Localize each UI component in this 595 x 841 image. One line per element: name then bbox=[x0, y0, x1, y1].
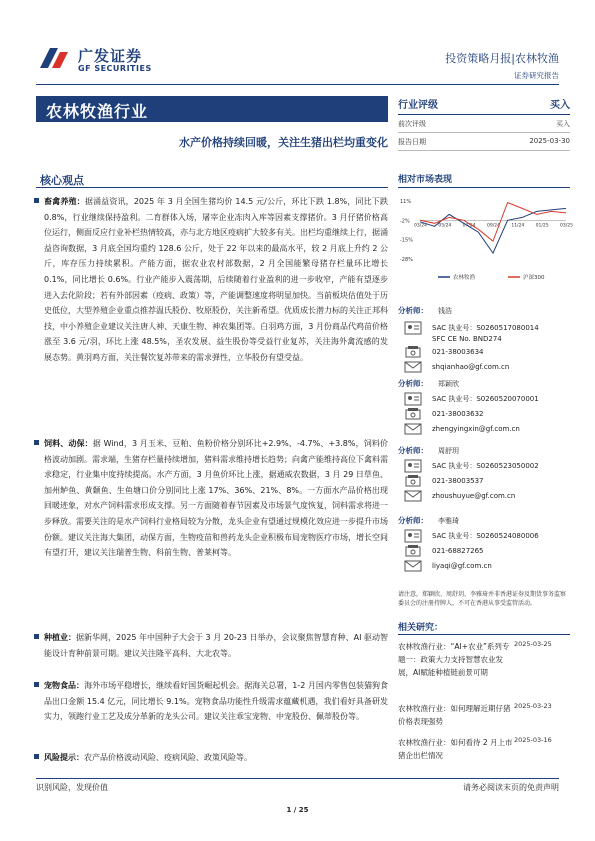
y-tick-label: -28% bbox=[400, 257, 413, 263]
legend-label: 农林牧渔 bbox=[453, 275, 476, 281]
analyst-email[interactable]: zhengyingxin@gf.com.cn bbox=[432, 424, 520, 433]
phone-icon bbox=[404, 474, 422, 488]
logo-text-en: GF SECURITIES bbox=[78, 64, 152, 73]
analyst-block-2 bbox=[398, 378, 570, 434]
bullet-icon bbox=[34, 634, 39, 639]
analyst-block-4 bbox=[398, 515, 570, 571]
phone-icon bbox=[404, 544, 422, 558]
series-line-1 bbox=[420, 203, 566, 242]
footer-disclaimer: 请务必阅读末页的免责声明 bbox=[463, 783, 559, 792]
analyst-disclaimer: 请注意，郑颖欣、周舒玥、李雅琦并非香港证券及期货事务监察委员会的注册持牌人，不可在香港从事受监管活动。 bbox=[398, 591, 567, 607]
analyst-name: 郑颖欣 bbox=[438, 379, 459, 388]
analyst-email[interactable]: zhoushuyue@gf.com.cn bbox=[432, 491, 516, 500]
para-risk bbox=[44, 750, 388, 766]
analyst-label: 分析师： bbox=[398, 379, 428, 388]
analyst-block-3 bbox=[398, 445, 570, 501]
x-tick-label: 09/24 bbox=[487, 223, 500, 229]
x-tick-label: 11/24 bbox=[511, 223, 525, 229]
related-date: 2025-03-23 bbox=[514, 702, 552, 710]
related-heading: 相关研究： bbox=[398, 623, 444, 633]
para-lead: 畜禽养殖： bbox=[44, 197, 85, 206]
page-title: 农林牧渔行业 bbox=[46, 102, 149, 121]
analyst-email[interactable]: liyaqi@gf.com.cn bbox=[432, 561, 492, 570]
bullet-icon bbox=[34, 754, 39, 759]
analyst-phone: 021-38003632 bbox=[432, 409, 484, 418]
email-icon bbox=[404, 360, 422, 374]
analyst-block-1 bbox=[398, 305, 570, 372]
page-number: 1 / 25 bbox=[286, 806, 309, 814]
analyst-label: 分析师： bbox=[398, 446, 428, 455]
related-divider bbox=[398, 634, 570, 635]
para-feed bbox=[44, 436, 388, 561]
analyst-phone: 021-68827265 bbox=[432, 546, 484, 555]
report-type: 投资策略月报|农林牧渔 bbox=[445, 52, 559, 65]
series-line-0 bbox=[420, 208, 566, 253]
rating-header bbox=[398, 96, 570, 115]
x-tick-label: 03/25 bbox=[560, 223, 573, 229]
phone-icon bbox=[404, 345, 422, 359]
legend-label: 沪深300 bbox=[523, 275, 545, 281]
y-tick-label: 11% bbox=[400, 199, 412, 205]
x-tick-label: 07/24 bbox=[462, 223, 476, 229]
para-text: 据新华网，2025 年中国种子大会于 3 月 20-23 日举办，会议聚焦智慧育种、AI 驱动智能设计育种前景可期。建议关注隆平高科、大北农等。 bbox=[44, 633, 388, 658]
logo-text-cn: 广发证券 bbox=[78, 47, 143, 65]
analyst-cert: SAC 执业号：S0260517080014 bbox=[432, 323, 539, 332]
x-tick-label: 03/24 bbox=[414, 223, 427, 229]
email-icon bbox=[404, 422, 422, 436]
related-date: 2025-03-16 bbox=[514, 736, 552, 744]
para-text: 海外市场平稳增长，继续看好国货崛起机会。据海关总署，1-2 月国内零售包装猫狗食品出口金额 15.4 亿元，同比增长 9.1%。宠物食品功能性升级需求蕴藏机遇，我们看好具备研发实力，领跑行业工艺及成分革新的龙头公司。建议关注乖宝宠物、中宠股份、佩蒂股份等。 bbox=[44, 681, 389, 722]
para-lead: 风险提示： bbox=[44, 753, 84, 762]
related-title[interactable]: 农林牧渔行业：如何看待 2 月上市猪企出栏情况 bbox=[398, 738, 513, 760]
para-text: 据 Wind，3 月玉米、豆粕、鱼粉价格分别环比+2.9%、-4.7%、+3.8%，饲料价格波动加剧。需求端，生猪存栏量持续增加，猪料需求维持增长趋势；向禽产能维持高位下禽料需求稳定，行业集中度持续提高。水产方面，3 月鱼价环比上涨，据通威农数据，3 月 29 日草鱼、加州鲈鱼、黄颡鱼、生鱼塘口价分别同比上涨 17%、36%、21%、8%。一方面水产品价格出现回暖迹象，对水产饲料需求形成支撑。另一方面随着春节因素及市场景气度恢复，饲料需求将进一步释放。需要关注的是水产饲料行业格局较为分散，龙头企业有望通过规模化效应进一步提升市场份额。建议关注海大集团，动保方面，生物疫苗和兽药龙头企业积极布局宠物医疗市场，增长空间有望打开，建议关注瑞普生物、科前生物、普莱柯等。 bbox=[44, 439, 389, 558]
prev-rating-row bbox=[398, 115, 570, 133]
core-divider bbox=[36, 187, 388, 188]
id-card-icon bbox=[404, 392, 422, 406]
bullet-icon bbox=[34, 682, 39, 687]
analyst-name: 周舒玥 bbox=[438, 446, 459, 455]
bullet-icon bbox=[34, 440, 39, 445]
related-item[interactable] bbox=[398, 702, 514, 728]
market-chart bbox=[398, 195, 573, 287]
x-tick-label: 05/24 bbox=[438, 223, 452, 229]
para-text: 农产品价格波动风险、疫病风险、政策风险等。 bbox=[84, 753, 252, 762]
related-date: 2025-03-25 bbox=[514, 640, 552, 648]
prev-rating-value: 买入 bbox=[556, 120, 570, 128]
id-card-icon bbox=[404, 529, 422, 543]
para-lead: 宠物食品： bbox=[44, 681, 85, 690]
x-tick-label: 01/25 bbox=[535, 223, 549, 229]
analyst-cert: SAC 执业号：S0260520070001 bbox=[432, 394, 539, 403]
para-lead: 种植业： bbox=[44, 633, 77, 642]
report-date-label: 报告日期 bbox=[398, 138, 426, 146]
analyst-label: 分析师： bbox=[398, 516, 428, 525]
email-icon bbox=[404, 489, 422, 503]
rating-box bbox=[398, 96, 570, 151]
analyst-name: 李雅琦 bbox=[438, 516, 459, 525]
rating-label: 行业评级 bbox=[398, 100, 438, 111]
para-text: 据涌益资讯，2025 年 3 月全国生猪均价 14.5 元/公斤，环比下跌 1.8%，同比下跌 0.8%，行业继续保持盈利。二育群体入场，屠宰企业冻肉入库等因素支撑猪价。3 月仔猪价格高位运行，侧面反应行业补栏热情较高，亦与北方地区疫病扩大较多有关。出栏均重继续上行，据涌益咨询数据，3 月底全国均重约 128.6 公斤，处于 22 年以来的最高水平，较 2 月底上升约 2 公斤，库存压力持续累积。产能方面，据农业农村部数据，2 月全国能繁母猪存栏量环比增长 0.1%，同比增长 0.6%。行业产能步入震荡期，后续随着行业盈利的进一步收窄，产能有望逐步进入去化阶段；若有外部因素（疫病、政策）等，产能调整速度将明显加快。当前板块估值处于历史低位，大型养殖企业重点推荐温氏股份、牧原股份，关注新希望。优质成长潜力标的关注正邦科技，中小养殖企业建议关注唐人神、天康生物、神农集团等。白羽鸡方面，3 月份商品代鸡苗价格涨至 3.6 元/羽，环比上涨 48.5%，圣农发展、益生股份等受益行业复苏，关注海外禽流感的发展态势。黄羽鸡方面，关注餐饮复苏带来的需求弹性，立华股份有望受益。 bbox=[44, 197, 388, 362]
analyst-phone: 021-38003634 bbox=[432, 347, 484, 356]
para-lead: 饲料、动保： bbox=[44, 439, 93, 448]
rating-value: 买入 bbox=[550, 100, 570, 111]
id-card-icon bbox=[404, 459, 422, 473]
report-sub: 证券研究报告 bbox=[514, 71, 559, 80]
analyst-extra: SFC CE No. BND274 bbox=[432, 334, 502, 343]
prev-rating-label: 前次评级 bbox=[398, 120, 426, 128]
header-divider bbox=[36, 84, 559, 85]
related-title[interactable]: 农林牧渔行业：如何理解近期仔猪价格表现强势 bbox=[398, 704, 511, 726]
market-divider bbox=[398, 187, 570, 188]
analyst-label: 分析师： bbox=[398, 306, 428, 315]
bullet-icon bbox=[34, 198, 39, 203]
footer-divider bbox=[36, 778, 559, 779]
page-subtitle: 水产价格持续回暖，关注生猪出栏均重变化 bbox=[179, 136, 388, 149]
core-heading: 核心观点 bbox=[40, 174, 84, 187]
id-card-icon bbox=[404, 321, 422, 335]
footer-slogan: 识别风险，发现价值 bbox=[36, 783, 108, 792]
analyst-email[interactable]: shqianhao@gf.com.cn bbox=[432, 362, 510, 371]
related-item[interactable] bbox=[398, 736, 514, 762]
related-title[interactable]: 农林牧渔行业：“AI+农业”系列专题一：政策大力支持智慧农业发展，AI赋能种植链前景可期 bbox=[398, 642, 510, 677]
y-tick-label: -2% bbox=[400, 218, 410, 225]
market-heading: 相对市场表现 bbox=[398, 175, 453, 185]
phone-icon bbox=[404, 407, 422, 421]
email-icon bbox=[404, 559, 422, 573]
report-date-value: 2025-03-30 bbox=[529, 137, 570, 145]
report-date-row bbox=[398, 133, 570, 151]
analyst-cert: SAC 执业号：S0260523050002 bbox=[432, 461, 539, 470]
y-tick-label: -15% bbox=[400, 237, 413, 244]
gf-logo-icon bbox=[36, 44, 72, 72]
para-planting bbox=[44, 630, 388, 661]
para-pet bbox=[44, 678, 388, 725]
analyst-phone: 021-38003537 bbox=[432, 476, 484, 485]
analyst-cert: SAC 执业号：S0260524080006 bbox=[432, 531, 539, 540]
para-livestock bbox=[44, 194, 388, 366]
analyst-name: 钱浩 bbox=[438, 306, 452, 315]
